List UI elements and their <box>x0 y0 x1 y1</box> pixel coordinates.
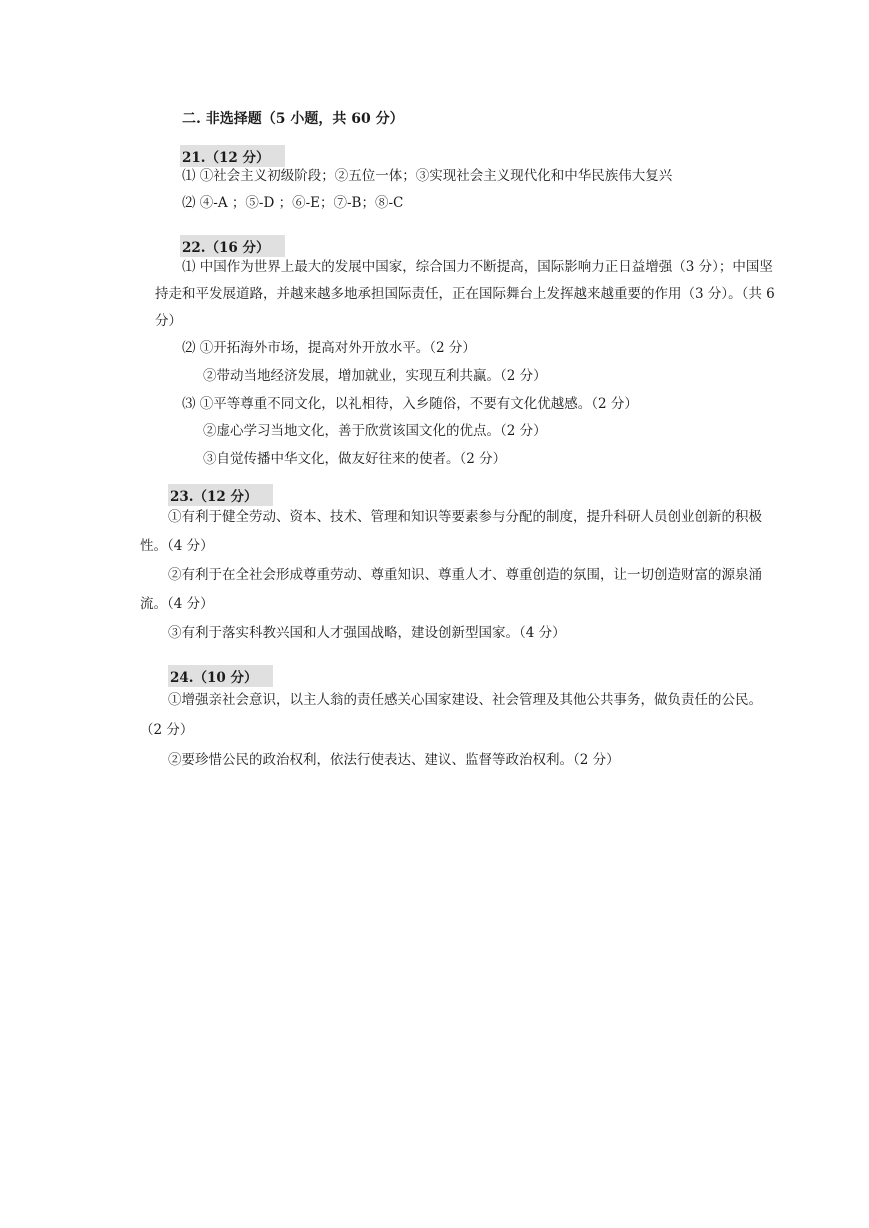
q22-part2-line-1: ⑵ ①开拓海外市场，提高对外开放水平。（2 分） <box>182 340 476 356</box>
q23-answer2-line-1: ②有利于在全社会形成尊重劳动、尊重知识、尊重人才、尊重创造的氛围，让一切创造财富的源泉涌 <box>168 567 762 583</box>
q24-answer2: ②要珍惜公民的政治权利，依法行使表达、建议、监督等政治权利。（2 分） <box>168 752 620 768</box>
q23-answer2-line-2: 流。（4 分） <box>140 596 214 612</box>
q21-header: 21.（12 分） <box>180 145 285 167</box>
q22-part3-line-3: ③自觉传播中华文化，做友好往来的使者。（2 分） <box>203 451 507 467</box>
q22-part3-line-2: ②虚心学习当地文化，善于欣赏该国文化的优点。（2 分） <box>203 423 547 439</box>
q23-answer3: ③有利于落实科教兴国和人才强国战略，建设创新型国家。（4 分） <box>168 625 566 641</box>
q24-header: 24.（10 分） <box>168 665 273 687</box>
q23-header: 23.（12 分） <box>168 484 273 506</box>
q22-part1-line-1: ⑴ 中国作为世界上最大的发展中国家，综合国力不断提高，国际影响力正日益增强（3 分）；中国坚 <box>182 259 773 275</box>
section-heading: 二. 非选择题（5 小题，共 60 分） <box>182 111 404 127</box>
q23-answer1-line-2: 性。（4 分） <box>140 538 214 554</box>
q21-line-2: ⑵ ④-A ；⑤-D ；⑥-E；⑦-B；⑧-C <box>182 195 404 211</box>
q22-part1-line-3: 分） <box>155 313 182 329</box>
q22-part3-line-1: ⑶ ①平等尊重不同文化，以礼相待，入乡随俗，不要有文化优越感。（2 分） <box>182 396 638 412</box>
q22-part2-line-2: ②带动当地经济发展，增加就业，实现互利共赢。（2 分） <box>203 368 547 384</box>
q22-part1-line-2: 持走和平发展道路，并越来越多地承担国际责任，正在国际舞台上发挥越来越重要的作用（3 分）。（共 6 <box>155 286 775 302</box>
q22-header: 22.（16 分） <box>180 235 285 257</box>
q24-answer1-line-1: ①增强亲社会意识，以主人翁的责任感关心国家建设、社会管理及其他公共事务，做负责任的公民。 <box>168 692 762 708</box>
q23-answer1-line-1: ①有利于健全劳动、资本、技术、管理和知识等要素参与分配的制度，提升科研人员创业创新的积极 <box>168 509 762 525</box>
q21-line-1: ⑴ ①社会主义初级阶段；②五位一体；③实现社会主义现代化和中华民族伟大复兴 <box>182 168 673 184</box>
q24-answer1-line-2: （2 分） <box>140 722 194 738</box>
